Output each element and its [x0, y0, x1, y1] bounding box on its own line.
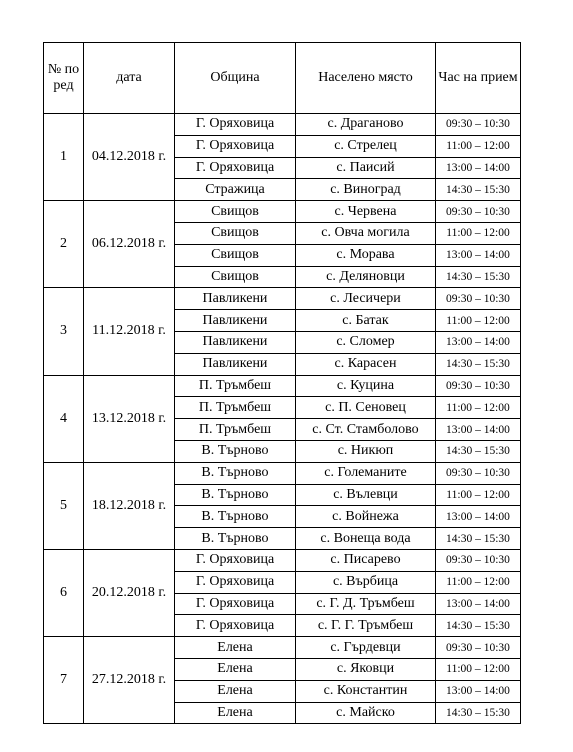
hour-cell: 09:30 – 10:30	[436, 637, 521, 659]
hour-cell: 11:00 – 12:00	[436, 658, 521, 680]
hour-cell: 13:00 – 14:00	[436, 680, 521, 702]
header-hour: Час на прием	[436, 43, 521, 114]
header-row	[44, 43, 521, 114]
hour-cell: 13:00 – 14:00	[436, 157, 521, 179]
municipality-cell: Елена	[175, 680, 296, 702]
hour-cell: 14:30 – 15:30	[436, 702, 521, 724]
table-row	[44, 201, 521, 223]
hour-cell: 11:00 – 12:00	[436, 135, 521, 157]
place-cell: с. Деляновци	[296, 266, 436, 288]
place-cell: с. Никюп	[296, 440, 436, 462]
row-number: 3	[44, 288, 84, 375]
table-row	[44, 549, 521, 571]
place-cell: с. Писарево	[296, 549, 436, 571]
visit-date: 11.12.2018 г.	[84, 288, 175, 375]
place-cell: с. Гърдевци	[296, 637, 436, 659]
place-cell: с. Вълевци	[296, 484, 436, 506]
place-cell: с. Драганово	[296, 114, 436, 136]
row-number: 5	[44, 462, 84, 549]
municipality-cell: В. Търново	[175, 440, 296, 462]
row-number: 4	[44, 375, 84, 462]
place-cell: с. Сломер	[296, 331, 436, 353]
schedule-table	[43, 42, 521, 724]
place-cell: с. Стрелец	[296, 135, 436, 157]
table-row	[44, 462, 521, 484]
municipality-cell: Елена	[175, 702, 296, 724]
municipality-cell: П. Тръмбеш	[175, 375, 296, 397]
hour-cell: 14:30 – 15:30	[436, 353, 521, 375]
hour-cell: 09:30 – 10:30	[436, 462, 521, 484]
row-number: 7	[44, 637, 84, 724]
hour-cell: 14:30 – 15:30	[436, 179, 521, 201]
municipality-cell: Свищов	[175, 266, 296, 288]
municipality-cell: Г. Оряховица	[175, 114, 296, 136]
municipality-cell: Павликени	[175, 288, 296, 310]
place-cell: с. Големаните	[296, 462, 436, 484]
place-cell: с. Куцина	[296, 375, 436, 397]
municipality-cell: П. Тръмбеш	[175, 397, 296, 419]
header-place: Населено място	[296, 43, 436, 114]
hour-cell: 09:30 – 10:30	[436, 375, 521, 397]
header-num: № по ред	[44, 43, 84, 114]
hour-cell: 11:00 – 12:00	[436, 397, 521, 419]
hour-cell: 14:30 – 15:30	[436, 615, 521, 637]
header-municipality: Община	[175, 43, 296, 114]
place-cell: с. Майско	[296, 702, 436, 724]
row-number: 2	[44, 201, 84, 288]
visit-date: 18.12.2018 г.	[84, 462, 175, 549]
municipality-cell: В. Търново	[175, 462, 296, 484]
municipality-cell: Павликени	[175, 353, 296, 375]
municipality-cell: Г. Оряховица	[175, 593, 296, 615]
municipality-cell: Свищов	[175, 201, 296, 223]
hour-cell: 11:00 – 12:00	[436, 484, 521, 506]
municipality-cell: Г. Оряховица	[175, 549, 296, 571]
municipality-cell: Г. Оряховица	[175, 571, 296, 593]
table-row	[44, 114, 521, 136]
place-cell: с. Червена	[296, 201, 436, 223]
hour-cell: 13:00 – 14:00	[436, 593, 521, 615]
hour-cell: 11:00 – 12:00	[436, 571, 521, 593]
municipality-cell: Стражица	[175, 179, 296, 201]
municipality-cell: Елена	[175, 637, 296, 659]
visit-date: 27.12.2018 г.	[84, 637, 175, 724]
hour-cell: 09:30 – 10:30	[436, 288, 521, 310]
visit-date: 20.12.2018 г.	[84, 549, 175, 636]
place-cell: с. Яковци	[296, 658, 436, 680]
place-cell: с. Карасен	[296, 353, 436, 375]
visit-date: 06.12.2018 г.	[84, 201, 175, 288]
table-row	[44, 375, 521, 397]
hour-cell: 14:30 – 15:30	[436, 266, 521, 288]
header-date: дата	[84, 43, 175, 114]
hour-cell: 11:00 – 12:00	[436, 222, 521, 244]
municipality-cell: Г. Оряховица	[175, 157, 296, 179]
hour-cell: 11:00 – 12:00	[436, 310, 521, 332]
hour-cell: 09:30 – 10:30	[436, 549, 521, 571]
place-cell: с. Върбица	[296, 571, 436, 593]
municipality-cell: Павликени	[175, 310, 296, 332]
hour-cell: 09:30 – 10:30	[436, 114, 521, 136]
visit-date: 13.12.2018 г.	[84, 375, 175, 462]
municipality-cell: Свищов	[175, 222, 296, 244]
place-cell: с. Вонеща вода	[296, 528, 436, 550]
place-cell: с. Виноград	[296, 179, 436, 201]
place-cell: с. Лесичери	[296, 288, 436, 310]
place-cell: с. Войнежа	[296, 506, 436, 528]
place-cell: с. Ст. Стамболово	[296, 419, 436, 441]
row-number: 1	[44, 114, 84, 201]
municipality-cell: В. Търново	[175, 484, 296, 506]
municipality-cell: П. Тръмбеш	[175, 419, 296, 441]
hour-cell: 13:00 – 14:00	[436, 244, 521, 266]
place-cell: с. Морава	[296, 244, 436, 266]
municipality-cell: Свищов	[175, 244, 296, 266]
table-row	[44, 637, 521, 659]
table-row	[44, 288, 521, 310]
hour-cell: 14:30 – 15:30	[436, 440, 521, 462]
municipality-cell: Г. Оряховица	[175, 615, 296, 637]
place-cell: с. Константин	[296, 680, 436, 702]
municipality-cell: В. Търново	[175, 528, 296, 550]
place-cell: с. Паисий	[296, 157, 436, 179]
place-cell: с. Г. Д. Тръмбеш	[296, 593, 436, 615]
place-cell: с. Г. Г. Тръмбеш	[296, 615, 436, 637]
visit-date: 04.12.2018 г.	[84, 114, 175, 201]
row-number: 6	[44, 549, 84, 636]
place-cell: с. П. Сеновец	[296, 397, 436, 419]
hour-cell: 14:30 – 15:30	[436, 528, 521, 550]
place-cell: с. Батак	[296, 310, 436, 332]
municipality-cell: Павликени	[175, 331, 296, 353]
municipality-cell: В. Търново	[175, 506, 296, 528]
municipality-cell: Г. Оряховица	[175, 135, 296, 157]
hour-cell: 13:00 – 14:00	[436, 331, 521, 353]
hour-cell: 09:30 – 10:30	[436, 201, 521, 223]
place-cell: с. Овча могила	[296, 222, 436, 244]
municipality-cell: Елена	[175, 658, 296, 680]
hour-cell: 13:00 – 14:00	[436, 419, 521, 441]
hour-cell: 13:00 – 14:00	[436, 506, 521, 528]
